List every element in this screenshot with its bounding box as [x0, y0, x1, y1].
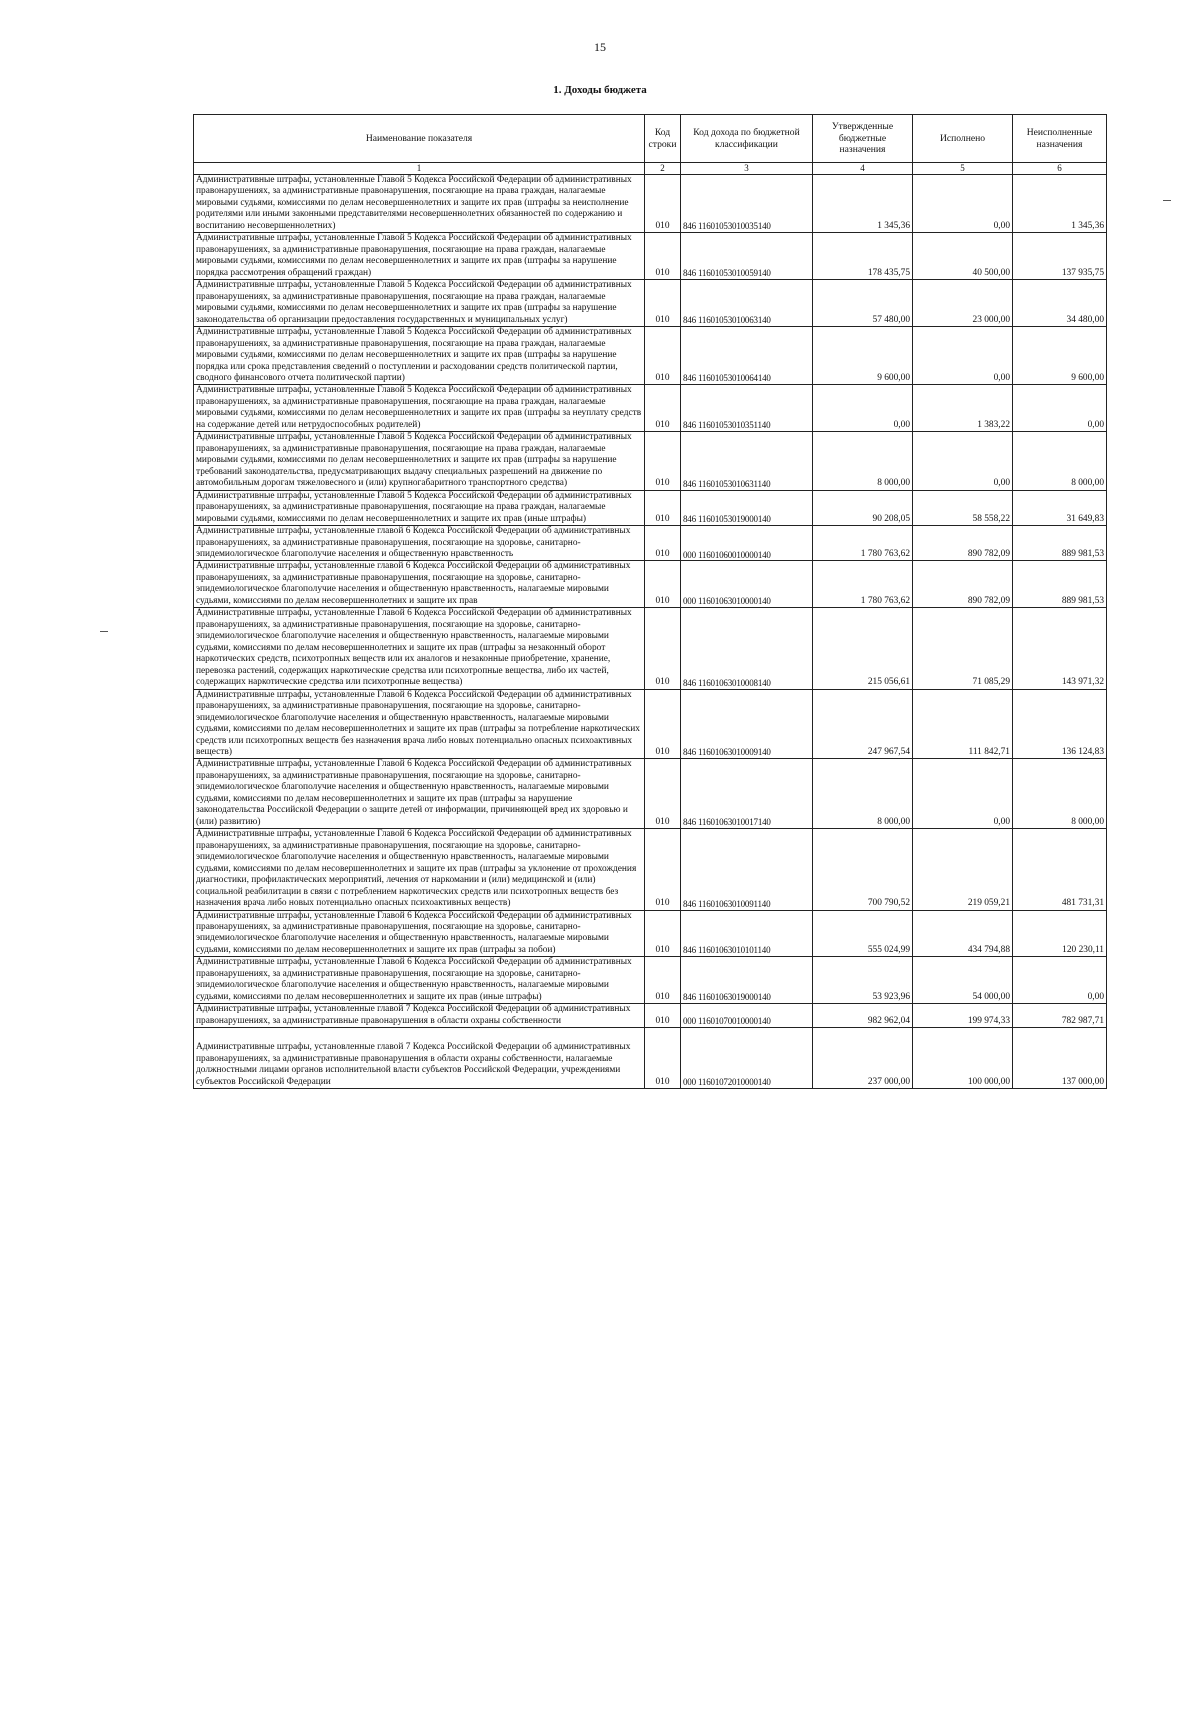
row-name: Административные штрафы, установленные главой 6 Кодекса Российской Федерации об административных правонарушениях, за административные правонарушения, посягающие на здоровье, санитарно-эпидемиологическое благополучие населения и общественную нравственность, налагаемые мировыми судьями, комиссиями по делам несовершеннолетних и защите их прав	[194, 561, 645, 608]
row-name: Административные штрафы, установленные Главой 5 Кодекса Российской Федерации об административных правонарушениях, за административные правонарушения, посягающие на права граждан, налагаемые мировыми судьями, комиссиями по делам несовершеннолетних и защите их прав (иные штрафы)	[194, 490, 645, 525]
row-executed: 58 558,22	[913, 490, 1013, 525]
row-name: Административные штрафы, установленные Главой 6 Кодекса Российской Федерации об административных правонарушениях, за административные правонарушения, посягающие на здоровье, санитарно-эпидемиологическое благополучие населения и общественную нравственность, налагаемые мировыми судьями, комиссиями по делам несовершеннолетних и защите их прав (штрафы за нарушение законодательства Российской Федерации о защите детей от информации, причиняющей вред их здоровью и (или) развитию)	[194, 759, 645, 829]
row-line-code: 010	[645, 432, 681, 490]
row-approved: 178 435,75	[813, 233, 913, 280]
row-executed: 0,00	[913, 327, 1013, 385]
row-approved: 982 962,04	[813, 1004, 913, 1028]
row-executed: 71 085,29	[913, 608, 1013, 689]
row-unexecuted: 0,00	[1013, 957, 1107, 1004]
col-number: 5	[913, 163, 1013, 175]
col-number: 6	[1013, 163, 1107, 175]
table-row	[194, 957, 1107, 1004]
table-row	[194, 432, 1107, 490]
table-row	[194, 1004, 1107, 1028]
row-approved: 0,00	[813, 385, 913, 432]
row-unexecuted: 31 649,83	[1013, 490, 1107, 525]
col-header-unexecuted: Неисполненные назначения	[1013, 115, 1107, 163]
row-income-code: 846 11601063010017140	[681, 759, 813, 829]
row-approved: 237 000,00	[813, 1028, 913, 1089]
row-income-code: 846 11601063010091140	[681, 829, 813, 910]
table-row	[194, 910, 1107, 957]
row-unexecuted: 1 345,36	[1013, 175, 1107, 233]
row-approved: 9 600,00	[813, 327, 913, 385]
row-line-code: 010	[645, 561, 681, 608]
row-executed: 100 000,00	[913, 1028, 1013, 1089]
row-line-code: 010	[645, 280, 681, 327]
row-income-code: 846 11601063010008140	[681, 608, 813, 689]
row-name: Административные штрафы, установленные Главой 6 Кодекса Российской Федерации об административных правонарушениях, за административные правонарушения, посягающие на здоровье, санитарно-эпидемиологическое благополучие населения и общественную нравственность, налагаемые мировыми судьями, комиссиями по делам несовершеннолетних и защите их прав (иные штрафы)	[194, 957, 645, 1004]
row-income-code: 846 11601053010059140	[681, 233, 813, 280]
row-income-code: 846 11601053010064140	[681, 327, 813, 385]
row-line-code: 010	[645, 385, 681, 432]
row-name: Административные штрафы, установленные Главой 6 Кодекса Российской Федерации об административных правонарушениях, за административные правонарушения, посягающие на здоровье, санитарно-эпидемиологическое благополучие населения и общественную нравственность, налагаемые мировыми судьями, комиссиями по делам несовершеннолетних и защите их прав (штрафы за потребление наркотических средств или психотропных веществ без назначения врача либо новых потенциально опасных психоактивных веществ)	[194, 689, 645, 759]
table-row	[194, 526, 1107, 561]
row-approved: 57 480,00	[813, 280, 913, 327]
table-row	[194, 327, 1107, 385]
row-name: Административные штрафы, установленные Главой 5 Кодекса Российской Федерации об административных правонарушениях, за административные правонарушения, посягающие на права граждан, налагаемые мировыми судьями, комиссиями по делам несовершеннолетних и защите их прав (штрафы за неуплату средств на содержание детей или нетрудоспособных родителей)	[194, 385, 645, 432]
row-unexecuted: 481 731,31	[1013, 829, 1107, 910]
row-approved: 555 024,99	[813, 910, 913, 957]
col-header-income-code: Код дохода по бюджетной классификации	[681, 115, 813, 163]
row-line-code: 010	[645, 490, 681, 525]
row-unexecuted: 9 600,00	[1013, 327, 1107, 385]
section-title: 1. Доходы бюджета	[553, 84, 647, 96]
row-line-code: 010	[645, 910, 681, 957]
row-name: Административные штрафы, установленные Главой 5 Кодекса Российской Федерации об административных правонарушениях, за административные правонарушения, посягающие на права граждан, налагаемые мировыми судьями, комиссиями по делам несовершеннолетних и защите их прав (штрафы за нарушение законодательства об организации предоставления государственных и муниципальных услуг)	[194, 280, 645, 327]
row-line-code: 010	[645, 759, 681, 829]
row-income-code: 846 11601053010631140	[681, 432, 813, 490]
page-number: 15	[594, 40, 606, 54]
income-table	[193, 114, 1107, 1089]
row-income-code: 000 11601060010000140	[681, 526, 813, 561]
row-line-code: 010	[645, 1028, 681, 1089]
row-unexecuted: 120 230,11	[1013, 910, 1107, 957]
row-line-code: 010	[645, 233, 681, 280]
col-header-name: Наименование показателя	[194, 115, 645, 163]
row-unexecuted: 34 480,00	[1013, 280, 1107, 327]
scan-mark	[100, 631, 108, 632]
row-executed: 0,00	[913, 175, 1013, 233]
row-approved: 1 780 763,62	[813, 561, 913, 608]
table-row	[194, 608, 1107, 689]
row-approved: 1 780 763,62	[813, 526, 913, 561]
row-executed: 890 782,09	[913, 526, 1013, 561]
table-row	[194, 689, 1107, 759]
row-approved: 247 967,54	[813, 689, 913, 759]
row-approved: 1 345,36	[813, 175, 913, 233]
row-executed: 199 974,33	[913, 1004, 1013, 1028]
table-row	[194, 1028, 1107, 1089]
row-income-code: 000 11601070010000140	[681, 1004, 813, 1028]
row-income-code: 846 11601053010351140	[681, 385, 813, 432]
row-income-code: 846 11601063019000140	[681, 957, 813, 1004]
row-unexecuted: 0,00	[1013, 385, 1107, 432]
col-header-approved: Утвержденные бюджетные назначения	[813, 115, 913, 163]
row-line-code: 010	[645, 327, 681, 385]
row-executed: 0,00	[913, 759, 1013, 829]
row-income-code: 846 11601053010063140	[681, 280, 813, 327]
row-name: Административные штрафы, установленные Главой 5 Кодекса Российской Федерации об административных правонарушениях, за административные правонарушения, посягающие на права граждан, налагаемые мировыми судьями, комиссиями по делам несовершеннолетних и защите их прав (штрафы за нарушение требований законодательства, предусматривающих выдачу специальных разрешений на движение по автомобильным дорогам тяжеловесного и (или) крупногабаритного транспортного средства)	[194, 432, 645, 490]
row-executed: 434 794,88	[913, 910, 1013, 957]
row-approved: 215 056,61	[813, 608, 913, 689]
row-executed: 890 782,09	[913, 561, 1013, 608]
row-name: Административные штрафы, установленные Главой 5 Кодекса Российской Федерации об административных правонарушениях, за административные правонарушения, посягающие на права граждан, налагаемые мировыми судьями, комиссиями по делам несовершеннолетних и защите их прав (штрафы за неисполнение родителями или иными законными представителями несовершеннолетних обязанностей по содержанию и воспитанию несовершеннолетних)	[194, 175, 645, 233]
row-name: Административные штрафы, установленные Главой 5 Кодекса Российской Федерации об административных правонарушениях, за административные правонарушения, посягающие на права граждан, налагаемые мировыми судьями, комиссиями по делам несовершеннолетних и защите их прав (штрафы за нарушение порядка рассмотрения обращений граждан)	[194, 233, 645, 280]
row-executed: 40 500,00	[913, 233, 1013, 280]
row-income-code: 846 11601053019000140	[681, 490, 813, 525]
table-row	[194, 759, 1107, 829]
row-line-code: 010	[645, 1004, 681, 1028]
row-income-code: 000 11601063010000140	[681, 561, 813, 608]
row-line-code: 010	[645, 829, 681, 910]
col-header-line-code: Код строки	[645, 115, 681, 163]
row-executed: 0,00	[913, 432, 1013, 490]
row-executed: 1 383,22	[913, 385, 1013, 432]
row-approved: 8 000,00	[813, 759, 913, 829]
row-name: Административные штрафы, установленные главой 7 Кодекса Российской Федерации об административных правонарушениях, за административные правонарушения в области охраны собственности, налагаемые должностными лицами органов исполнительной власти субъектов Российской Федерации, учреждениями субъектов Российской Федерации	[194, 1028, 645, 1089]
table-row	[194, 280, 1107, 327]
row-unexecuted: 8 000,00	[1013, 759, 1107, 829]
row-executed: 219 059,21	[913, 829, 1013, 910]
row-executed: 111 842,71	[913, 689, 1013, 759]
table-row	[194, 490, 1107, 525]
col-number: 4	[813, 163, 913, 175]
row-income-code: 846 11601063010101140	[681, 910, 813, 957]
row-approved: 8 000,00	[813, 432, 913, 490]
row-name: Административные штрафы, установленные Главой 6 Кодекса Российской Федерации об административных правонарушениях, за административные правонарушения, посягающие на здоровье, санитарно-эпидемиологическое благополучие населения и общественную нравственность, налагаемые мировыми судьями, комиссиями по делам несовершеннолетних и защите их прав (штрафы за незаконный оборот наркотических средств, психотропных веществ или их аналогов и незаконные приобретение, хранение, перевозка растений, содержащих наркотические средства или психотропные вещества, либо их частей, содержащих наркотические средства или психотропные вещества)	[194, 608, 645, 689]
row-unexecuted: 782 987,71	[1013, 1004, 1107, 1028]
table-row	[194, 385, 1107, 432]
row-income-code: 846 11601053010035140	[681, 175, 813, 233]
table-row	[194, 233, 1107, 280]
col-number: 2	[645, 163, 681, 175]
row-line-code: 010	[645, 608, 681, 689]
row-unexecuted: 8 000,00	[1013, 432, 1107, 490]
row-unexecuted: 889 981,53	[1013, 526, 1107, 561]
scan-mark	[1163, 200, 1171, 201]
table-row	[194, 175, 1107, 233]
row-name: Административные штрафы, установленные Главой 5 Кодекса Российской Федерации об административных правонарушениях, за административные правонарушения, посягающие на права граждан, налагаемые мировыми судьями, комиссиями по делам несовершеннолетних и защите их прав (штрафы за нарушение порядка или срока представления сведений о поступлении и расходовании средств политической партии, сводного финансового отчета политической партии)	[194, 327, 645, 385]
row-line-code: 010	[645, 526, 681, 561]
row-name: Административные штрафы, установленные Главой 6 Кодекса Российской Федерации об административных правонарушениях, за административные правонарушения, посягающие на здоровье, санитарно-эпидемиологическое благополучие населения и общественную нравственность, налагаемые мировыми судьями, комиссиями по делам несовершеннолетних и защите их прав (штрафы за побои)	[194, 910, 645, 957]
row-unexecuted: 143 971,32	[1013, 608, 1107, 689]
row-executed: 23 000,00	[913, 280, 1013, 327]
row-unexecuted: 136 124,83	[1013, 689, 1107, 759]
row-executed: 54 000,00	[913, 957, 1013, 1004]
row-name: Административные штрафы, установленные Главой 6 Кодекса Российской Федерации об административных правонарушениях, за административные правонарушения, посягающие на здоровье, санитарно-эпидемиологическое благополучие населения и общественную нравственность, налагаемые мировыми судьями, комиссиями по делам несовершеннолетних и защите их прав (штрафы за уклонение от прохождения диагностики, профилактических мероприятий, лечения от наркомании и (или) медицинской и (или) социальной реабилитации в связи с потреблением наркотических средств или психотропных веществ без назначения врача либо новых потенциально опасных психоактивных веществ)	[194, 829, 645, 910]
row-unexecuted: 889 981,53	[1013, 561, 1107, 608]
row-unexecuted: 137 000,00	[1013, 1028, 1107, 1089]
row-name: Административные штрафы, установленные главой 6 Кодекса Российской Федерации об административных правонарушениях, за административные правонарушения, посягающие на здоровье, санитарно-эпидемиологическое благополучие населения и общественную нравственность	[194, 526, 645, 561]
row-income-code: 000 11601072010000140	[681, 1028, 813, 1089]
column-number-row	[194, 163, 1107, 175]
col-number: 1	[194, 163, 645, 175]
row-approved: 53 923,96	[813, 957, 913, 1004]
header-row	[194, 115, 1107, 163]
row-unexecuted: 137 935,75	[1013, 233, 1107, 280]
table-row	[194, 829, 1107, 910]
row-income-code: 846 11601063010009140	[681, 689, 813, 759]
row-line-code: 010	[645, 689, 681, 759]
row-approved: 700 790,52	[813, 829, 913, 910]
row-line-code: 010	[645, 957, 681, 1004]
col-header-executed: Исполнено	[913, 115, 1013, 163]
row-line-code: 010	[645, 175, 681, 233]
row-name: Административные штрафы, установленные главой 7 Кодекса Российской Федерации об административных правонарушениях, за административные правонарушения в области охраны собственности	[194, 1004, 645, 1028]
row-approved: 90 208,05	[813, 490, 913, 525]
table-row	[194, 561, 1107, 608]
col-number: 3	[681, 163, 813, 175]
